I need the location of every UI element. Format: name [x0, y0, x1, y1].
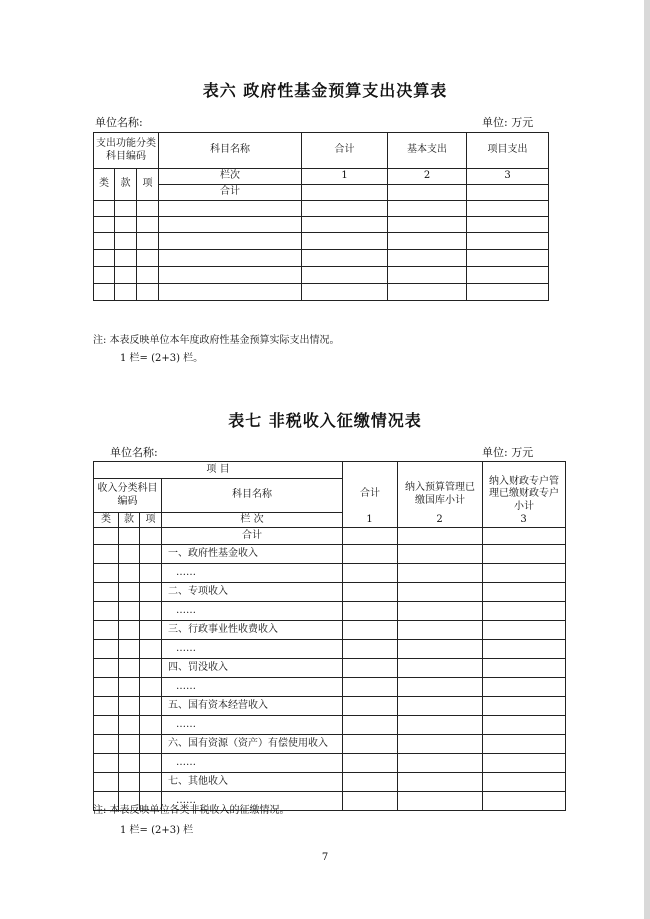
- table-row: [94, 659, 566, 678]
- table7-note-2: 1 栏= (2+3) 栏: [120, 825, 194, 836]
- table7-col1: 1: [366, 514, 373, 525]
- table7-header-items: 项 目: [94, 462, 343, 479]
- table-cell: [467, 185, 549, 201]
- table-cell: [388, 185, 467, 201]
- table7-row-label: ……: [162, 640, 343, 659]
- table-cell: [302, 185, 388, 201]
- table6-unit-name-label: 单位名称:: [95, 116, 143, 129]
- table7-row-label: 二、专项收入: [162, 583, 343, 602]
- table6-title: 表六 政府性基金预算支出决算表: [202, 81, 448, 100]
- table-row: [94, 697, 566, 716]
- table6-header-basic: 基本支出: [388, 133, 467, 169]
- scan-edge: [644, 0, 650, 919]
- table7-row-label: 一、政府性基金收入: [162, 545, 343, 564]
- table-row: [94, 735, 566, 754]
- table7-header-subject: 科目名称: [162, 479, 343, 513]
- table-row: [94, 602, 566, 621]
- table7-row-label: 七、其他收入: [162, 773, 343, 792]
- table-row: [94, 583, 566, 602]
- table6-unit-label: 单位: 万元: [482, 116, 534, 129]
- table6-header-xiang: 项: [137, 169, 159, 201]
- table7-header-code-group: 收入分类科目编码: [94, 479, 162, 513]
- table-row: [94, 201, 549, 217]
- table-row: [94, 621, 566, 640]
- table-row: [94, 564, 566, 583]
- table6-header-subject: 科目名称: [159, 133, 302, 169]
- table7-row-label: 五、国有资本经营收入: [162, 697, 343, 716]
- table7-header-xiang: 项: [140, 513, 162, 528]
- table-row: [94, 217, 549, 233]
- table-row: [94, 640, 566, 659]
- table7-row-label: ……: [162, 716, 343, 735]
- table-row: [94, 773, 566, 792]
- table7-col3: 3: [520, 514, 527, 525]
- table6-grid: [93, 132, 549, 301]
- table7-row-label: 三、行政事业性收费收入: [162, 621, 343, 640]
- table6-note-2: 1 栏= (2+3) 栏。: [120, 353, 204, 364]
- table7-row-lanci: 栏 次: [162, 513, 343, 528]
- table7-unit-name-label: 单位名称:: [110, 446, 158, 459]
- table7-row-label: ……: [162, 602, 343, 621]
- table7-row-label: 六、国有资源（资产）有偿使用收入: [162, 735, 343, 754]
- table6-row-lanci: 栏次: [159, 169, 302, 185]
- table7-note-1: 注: 本表反映单位各类非税收入的征缴情况。: [93, 805, 290, 816]
- table6-note-1: 注: 本表反映单位本年度政府性基金预算实际支出情况。: [93, 335, 340, 346]
- table7-header-total: 合计: [343, 462, 398, 528]
- table7-header-special: 纳入财政专户管理已缴财政专户小计: [483, 462, 566, 528]
- table6-col3: 3: [467, 169, 549, 185]
- table6-header-kuan: 款: [115, 169, 137, 201]
- table7-col2: 2: [436, 514, 443, 525]
- table6-col1: 1: [302, 169, 388, 185]
- table7-header-budget: 纳入预算管理已缴国库小计: [398, 462, 483, 528]
- table6-header-lei: 类: [94, 169, 115, 201]
- table-row: [94, 250, 549, 267]
- table7-row-label: ……: [162, 564, 343, 583]
- table7-lanci-rule: [342, 527, 565, 528]
- table7-title: 表七 非税收入征缴情况表: [228, 411, 422, 430]
- table-row: [94, 545, 566, 564]
- table-row: [94, 267, 549, 284]
- table6-header-total: 合计: [302, 133, 388, 169]
- table6-header-project: 项目支出: [467, 133, 549, 169]
- table-row: [94, 233, 549, 250]
- table7-row-label: 四、罚没收入: [162, 659, 343, 678]
- table-row: [94, 716, 566, 735]
- table-row: [94, 754, 566, 773]
- table6-header-code-group: 支出功能分类科目编码: [94, 133, 159, 169]
- table7-row-label: ……: [162, 792, 343, 811]
- page-number: 7: [321, 852, 329, 863]
- table7-header-lei: 类: [94, 513, 119, 528]
- table7-body: [93, 527, 566, 811]
- table6-col2: 2: [388, 169, 467, 185]
- table7-row-total: 合计: [162, 528, 343, 545]
- table6-row-total: 合计: [159, 185, 302, 201]
- table7-header-kuan: 款: [119, 513, 140, 528]
- table-row: [94, 284, 549, 301]
- table7-row-label: ……: [162, 754, 343, 773]
- table7-unit-label: 单位: 万元: [482, 446, 534, 459]
- table7-row-label: ……: [162, 678, 343, 697]
- table-row: [94, 678, 566, 697]
